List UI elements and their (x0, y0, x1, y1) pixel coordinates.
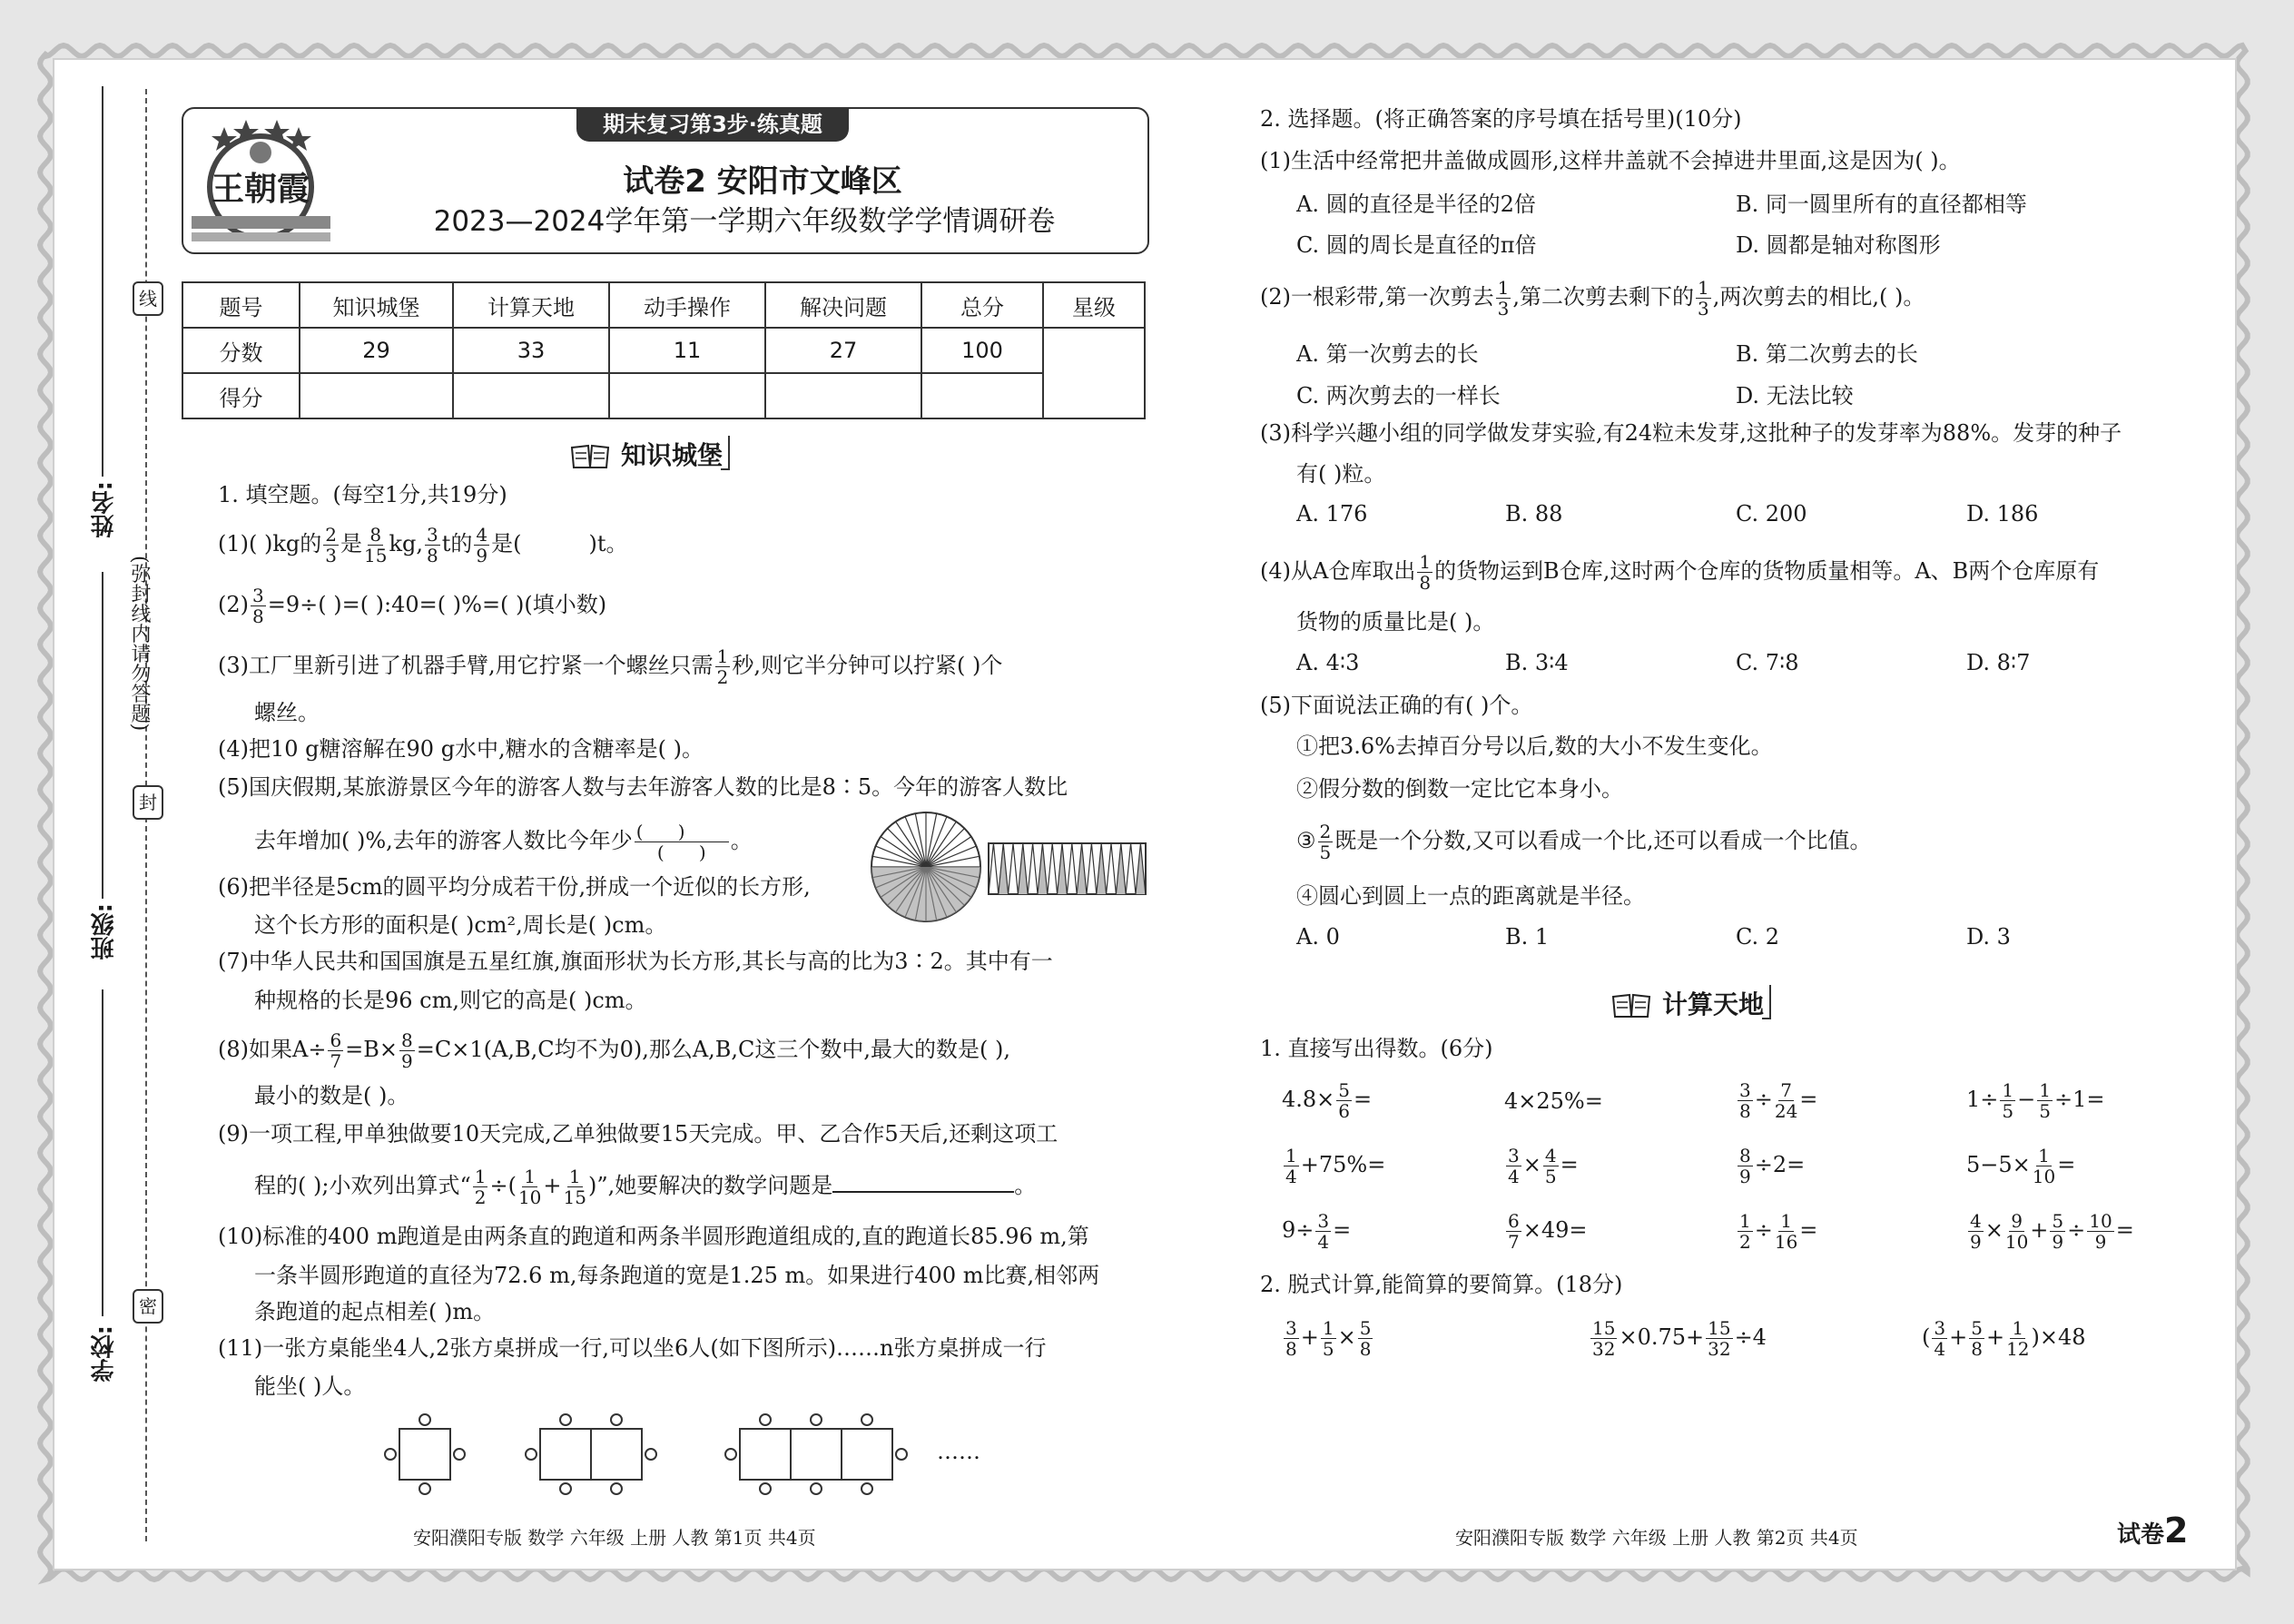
seal-mark-mi: 密 (133, 1289, 163, 1324)
option-a[interactable]: A. 第一次剪去的长 (1296, 341, 1479, 367)
option-b[interactable]: B. 1 (1505, 924, 1550, 950)
question-1-5-cont: 去年增加( )%,去年的游客人数比今年少 $\frac{( )}{( )}$ 。 (254, 821, 753, 863)
fraction: $\frac{2}{3}$ (325, 524, 337, 566)
choice-1: (1)生活中经常把井盖做成圆形,这样井盖就不会掉进井里面,这是因为( )。 (1260, 148, 1961, 173)
school-label: 学校: (91, 1325, 118, 1383)
header-cell: 星级 (1043, 282, 1145, 328)
q-text: 程的( );小欢列出算式“ (254, 1173, 471, 1198)
q-text: ,第二次剪去剩下的 (1512, 284, 1694, 310)
question-1-9-cont: 程的( );小欢列出算式“ $\frac{1}{2}$ ÷( $\frac{1}{10}$ + $\frac{1}{15}$ )”,她要解决的数学问题是 。 (254, 1166, 1037, 1208)
option-d[interactable]: D. 圆都是轴对称图形 (1736, 232, 1941, 258)
fraction: $\frac{1}{15}$ (563, 1166, 586, 1208)
question-1-3 (218, 646, 1002, 687)
approximate-rectangle-diagram (988, 842, 1147, 895)
fraction: $\frac{1}{10}$ (517, 1166, 542, 1208)
option-c[interactable]: C. 圆的周长是直径的π倍 (1296, 232, 1537, 258)
fraction: $\frac{1}{3}$ (1497, 277, 1510, 320)
question-1-10: (10)标准的400 m跑道是由两条直的跑道和两条半圆形跑道组成的,直的跑道长85.96 m,第 (218, 1224, 1089, 1249)
q-text: (1)( )kg的 (218, 531, 322, 556)
q-text: (2)一根彩带,第一次剪去 (1260, 284, 1494, 310)
calc-item: $\frac{8}{9}$ ÷2= (1739, 1145, 1806, 1187)
calc-item: 1÷ $\frac{1}{5}$ − $\frac{1}{5}$ ÷1= (1966, 1079, 2105, 1122)
section-title: 计算天地 (1662, 989, 1765, 1019)
name-underline (102, 86, 103, 477)
question-1-7: (7)中华人民共和国国旗是五星红旗,旗面形状为长方形,其长与高的比为3∶2。其中有一 (218, 949, 1053, 974)
option-d[interactable]: D. 186 (1966, 501, 2039, 527)
fraction: $\frac{3}{8}$ (427, 524, 438, 566)
option-d[interactable]: D. 8∶7 (1966, 650, 2031, 675)
got-score-cell[interactable] (921, 373, 1043, 418)
header-cell: 总分 (921, 282, 1043, 328)
question-1-7-cont: 种规格的长是96 cm,则它的高是( )cm。 (254, 988, 647, 1013)
circle-divided-diagram (867, 808, 985, 926)
q-text: ,两次剪去的相比,( )。 (1712, 284, 1925, 310)
seal-note: (弥封线内请勿答题) (128, 556, 151, 732)
calc-item: $\frac{3}{8}$ + $\frac{1}{5}$ × $\frac{5}{8}$ (1285, 1317, 1372, 1360)
logo-text: 王朝霞 (211, 170, 310, 208)
score-table-header-row (182, 282, 1145, 328)
option-a[interactable]: A. 0 (1296, 924, 1340, 950)
score-table-got-row (182, 373, 1145, 418)
score-cell: 100 (921, 328, 1043, 373)
q-text: (2) (218, 592, 249, 617)
choice-4-cont: 货物的质量比是( )。 (1296, 609, 1495, 635)
seal-mark-feng: 封 (133, 785, 163, 820)
calc-item: ( $\frac{3}{4}$ + $\frac{5}{8}$ + $\frac{1}{12}$ )×48 (1922, 1317, 2086, 1360)
fraction: $\frac{8}{9}$ (401, 1029, 413, 1072)
header-cell: 知识城堡 (300, 282, 453, 328)
option-c[interactable]: C. 7∶8 (1736, 650, 1799, 675)
calc-item: 5−5× $\frac{1}{10}$ = (1966, 1145, 2076, 1187)
question-1-2 (218, 586, 606, 626)
fraction: $\frac{1}{8}$ (1419, 551, 1432, 594)
seal-mark-xian: 线 (133, 281, 163, 316)
question-1-8 (218, 1030, 1010, 1071)
name-label: 姓名: (91, 481, 118, 538)
q-text: (3)工厂里新引进了机器手臂,用它拧紧一个螺丝只需 (218, 653, 714, 678)
question-1-11: (11)一张方桌能坐4人,2张方桌拼成一行,可以坐6人(如下图所示)……n张方桌拼成一行 (218, 1335, 1047, 1361)
book-icon (1611, 993, 1651, 1019)
choice-2 (1260, 278, 1925, 319)
statement-3 (1296, 822, 1872, 862)
class-label: 班级: (91, 903, 118, 960)
answer-underline[interactable] (832, 1191, 1014, 1193)
score-table-points-row (182, 328, 1145, 373)
option-b[interactable]: B. 同一圆里所有的直径都相等 (1736, 192, 2027, 217)
header-cell: 解决问题 (765, 282, 921, 328)
fraction: $\frac{2}{5}$ (1319, 821, 1332, 863)
row-label: 分数 (182, 328, 300, 373)
row-label: 得分 (182, 373, 300, 418)
fraction: $\frac{6}{7}$ (330, 1029, 342, 1072)
score-cell: 33 (453, 328, 609, 373)
table-arrangement-diagram (377, 1409, 1012, 1500)
page-footer-left: 安阳濮阳专版 数学 六年级 上册 人教 第1页 共4页 (413, 1527, 816, 1549)
paper-number: 2 (2164, 1511, 2189, 1550)
school-underline (102, 989, 103, 1316)
header-cell: 动手操作 (609, 282, 765, 328)
choice-4 (1260, 552, 2099, 593)
page-footer-right: 安阳濮阳专版 数学 六年级 上册 人教 第2页 共4页 (1455, 1527, 1858, 1549)
calc-item: $\frac{15}{32}$ ×0.75+ $\frac{15}{32}$ ÷4 (1592, 1317, 1767, 1360)
q-text: ”,她要解决的数学问题是 (596, 1173, 833, 1198)
got-score-cell[interactable] (765, 373, 921, 418)
fraction-blank: $\frac{( )}{( )}$ (635, 822, 729, 862)
score-table (182, 281, 1146, 419)
question-1-9: (9)一项工程,甲单独做要10天完成,乙单独做要15天完成。甲、乙合作5天后,还剩这项工 (218, 1121, 1058, 1147)
header-cell: 计算天地 (453, 282, 609, 328)
q-text: 去年增加( )%,去年的游客人数比今年少 (254, 828, 633, 853)
q-text: 秒,则它半分钟可以拧紧( )个 (732, 653, 1003, 678)
calc-direct-title: 1. 直接写出得数。(6分) (1260, 1036, 1493, 1061)
q-text: =C×1(A,B,C均不为0),那么A,B,C这三个数中,最大的数是( ), (416, 1037, 1011, 1062)
calc-item: $\frac{1}{2}$ ÷ $\frac{1}{16}$ = (1739, 1210, 1818, 1253)
paper-number-label (2117, 1511, 2188, 1550)
option-b[interactable]: B. 3∶4 (1505, 650, 1569, 675)
calc-item: $\frac{4}{9}$ × $\frac{9}{10}$ + $\frac{5}{9}$ ÷ $\frac{10}{9}$ = (1970, 1210, 2134, 1253)
q-text: ③ (1296, 828, 1316, 853)
brand-logo (186, 116, 336, 252)
option-d[interactable]: D. 3 (1966, 924, 2011, 950)
exam-title: 试卷2 安阳市文峰区 (623, 163, 902, 200)
review-step-badge: 期末复习第3步·练真题 (576, 107, 849, 142)
q-text: (8)如果A÷ (218, 1037, 327, 1062)
question-1-5: (5)国庆假期,某旅游景区今年的游客人数与去年游客人数的比是8∶5。今年的游客人数比 (218, 774, 1068, 800)
statement-4: ④圆心到圆上一点的距离就是半径。 (1296, 883, 1645, 909)
got-score-cell[interactable] (609, 373, 765, 418)
question-1-3-cont: 螺丝。 (254, 700, 320, 725)
got-score-cell[interactable] (453, 373, 609, 418)
calc-item: 9÷ $\frac{3}{4}$ = (1282, 1210, 1352, 1253)
calc-item: $\frac{6}{7}$ ×49= (1508, 1210, 1588, 1253)
score-cell: 11 (609, 328, 765, 373)
calc-item: $\frac{1}{4}$ +75%= (1285, 1145, 1386, 1187)
question-1-8-cont: 最小的数是( )。 (254, 1083, 409, 1108)
question-1-10-cont2: 条跑道的起点相差( )m。 (254, 1299, 496, 1324)
section-title: 知识城堡 (621, 440, 724, 470)
question-1-10-cont: 一条半圆形跑道的直径为72.6 m,每条跑道的宽是1.25 m。如果进行400 m比赛,相邻两 (254, 1263, 1100, 1288)
calc-stepwise-title: 2. 脱式计算,能简算的要简算。(18分) (1260, 1272, 1623, 1297)
q-text: =9÷( )=( ):40=( )%=( )(填小数) (267, 592, 607, 617)
fraction: $\frac{3}{8}$ (252, 585, 264, 627)
question-1-6: (6)把半径是5cm的圆平均分成若干份,拼成一个近似的长方形, (218, 874, 811, 900)
class-underline (102, 572, 103, 899)
header-cell: 题号 (182, 282, 300, 328)
calc-item: $\frac{3}{8}$ ÷ $\frac{7}{24}$ = (1739, 1079, 1818, 1122)
fraction: $\frac{1}{2}$ (716, 645, 729, 688)
fraction: $\frac{1}{3}$ (1698, 277, 1709, 320)
book-icon (570, 444, 610, 469)
star-rating-cell[interactable] (1043, 328, 1145, 418)
question-1-1: (1)( )kg的 $\frac{2}{3}$ 是 $\frac{8}{15}$ kg, $\frac{3}{8}$ t的 $\frac{4}{9}$ 是( )t。 (218, 524, 628, 566)
option-c[interactable]: C. 两次剪去的一样长 (1296, 383, 1501, 408)
calc-item: 4×25%= (1504, 1088, 1603, 1114)
calc-item: 4.8× $\frac{5}{6}$ = (1282, 1079, 1373, 1122)
q-text: 既是一个分数,又可以看成一个比,还可以看成一个比值。 (1334, 828, 1872, 853)
statement-2: ②假分数的倒数一定比它本身小。 (1296, 776, 1623, 802)
diagram-ellipsis: …… (937, 1439, 980, 1464)
question-1-4: (4)把10 g糖溶解在90 g水中,糖水的含糖率是( )。 (218, 736, 704, 762)
fill-blank-title: 1. 填空题。(每空1分,共19分) (218, 482, 507, 507)
option-a[interactable]: A. 圆的直径是半径的2倍 (1296, 192, 1536, 217)
paper-label-text: 试卷 (2117, 1521, 2165, 1549)
q-text: (4)从A仓库取出 (1260, 558, 1416, 584)
statement-1: ①把3.6%去掉百分号以后,数的大小不发生变化。 (1296, 733, 1773, 759)
choice-5: (5)下面说法正确的有( )个。 (1260, 693, 1533, 718)
fraction: $\frac{1}{2}$ (474, 1166, 487, 1208)
q-text: 的货物运到B仓库,这时两个仓库的货物质量相等。A、B两个仓库原有 (1434, 558, 2100, 584)
exam-subtitle: 2023—2024学年第一学期六年级数学学情调研卷 (433, 205, 1056, 238)
option-d[interactable]: D. 无法比较 (1736, 383, 1854, 408)
option-a[interactable]: A. 176 (1296, 501, 1368, 527)
score-cell: 29 (300, 328, 453, 373)
section-heading-calculation (1611, 985, 1764, 1021)
option-c[interactable]: C. 200 (1736, 501, 1807, 527)
q-text: =B× (345, 1037, 399, 1062)
option-c[interactable]: C. 2 (1736, 924, 1780, 950)
option-b[interactable]: B. 第二次剪去的长 (1736, 341, 1918, 367)
fraction: $\frac{4}{9}$ (476, 524, 488, 566)
choice-3: (3)科学兴趣小组的同学做发芽实验,有24粒未发芽,这批种子的发芽率为88%。发芽的种子 (1260, 420, 2122, 446)
section-heading-knowledge (570, 436, 723, 472)
question-1-6-cont: 这个长方形的面积是( )cm²,周长是( )cm。 (254, 912, 667, 938)
got-score-cell[interactable] (300, 373, 453, 418)
option-b[interactable]: B. 88 (1505, 501, 1563, 527)
choice-title: 2. 选择题。(将正确答案的序号填在括号里)(10分) (1260, 106, 1742, 132)
choice-3-cont: 有( )粒。 (1296, 461, 1386, 487)
score-cell: 27 (765, 328, 921, 373)
calc-item: $\frac{3}{4}$ × $\frac{4}{5}$ = (1508, 1145, 1579, 1187)
question-1-11-cont: 能坐( )人。 (254, 1373, 366, 1399)
fraction: $\frac{8}{15}$ (364, 524, 388, 566)
option-a[interactable]: A. 4∶3 (1296, 650, 1360, 675)
